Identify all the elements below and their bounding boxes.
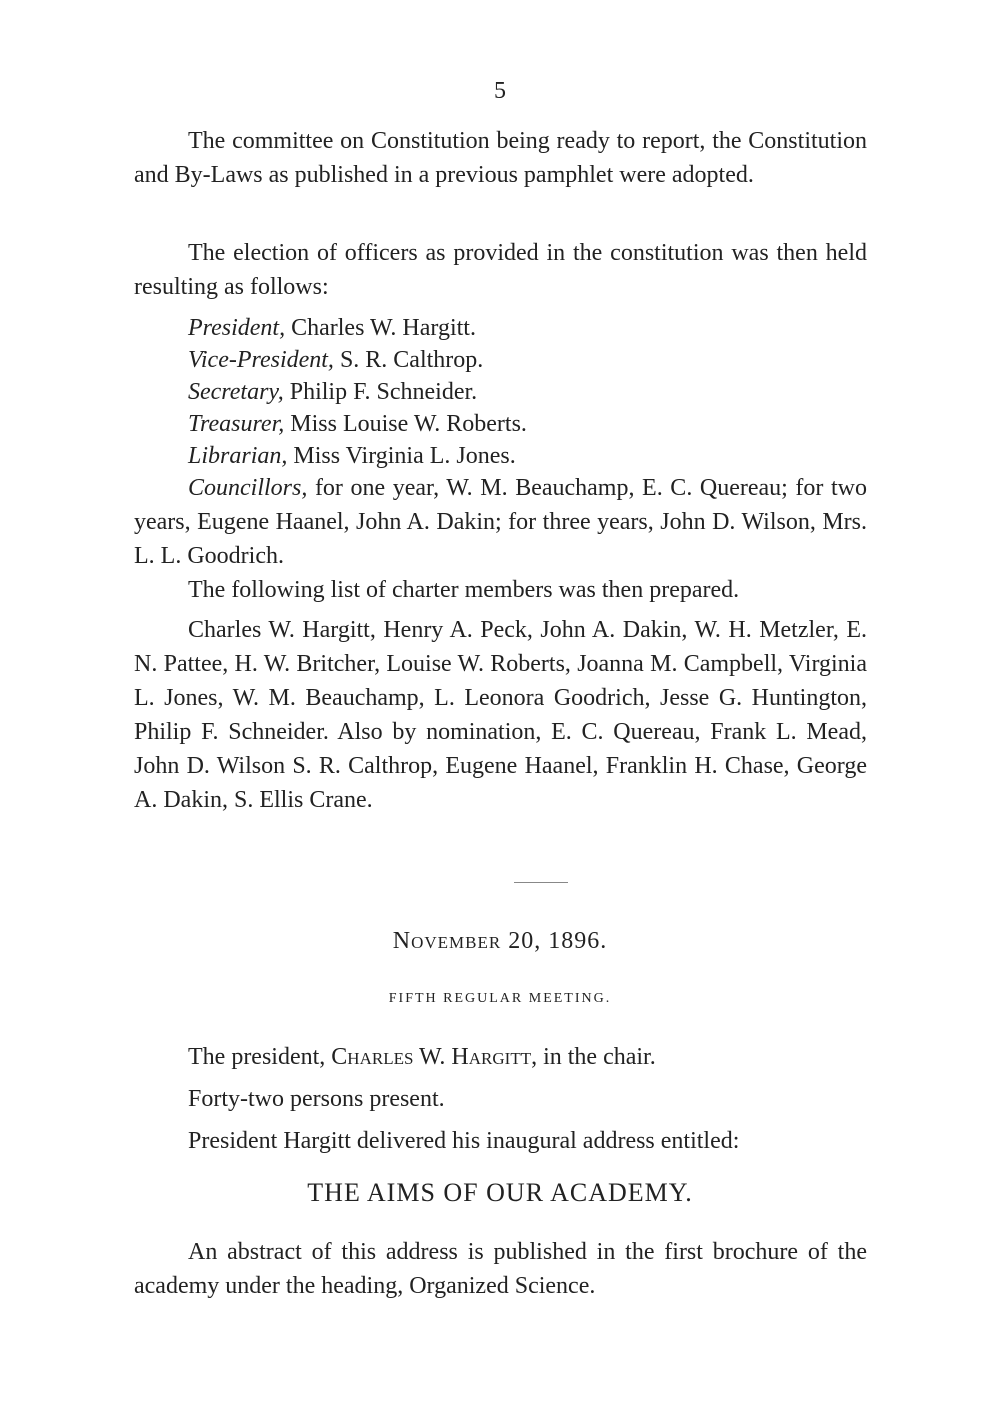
officer-treasurer	[188, 407, 527, 441]
chair-paragraph	[134, 1040, 867, 1074]
officer-secretary	[188, 375, 477, 409]
officer-president	[188, 311, 476, 345]
attendance-paragraph: Forty-two persons present.	[188, 1086, 445, 1112]
officer-role: Vice-President,	[188, 347, 334, 373]
officer-role: Secretary,	[188, 379, 284, 405]
address-title: THE AIMS OF OUR ACADEMY.	[307, 1178, 693, 1207]
officer-role: Treasurer,	[188, 411, 285, 437]
committee-paragraph: The committee on Constitution being ready to report, the Constitution and By-Laws as published in a previous pamphlet were adopted.	[134, 128, 867, 188]
abstract-paragraph: An abstract of this address is published in the first brochure of the academy under the heading, Organized Science.	[134, 1239, 867, 1299]
chair-suffix: in the chair.	[543, 1044, 656, 1070]
officer-name: Miss Louise W. Roberts.	[290, 411, 527, 437]
officer-name: Charles W. Hargitt.	[291, 315, 476, 341]
officer-librarian	[188, 439, 516, 473]
officer-name: S. R. Calthrop.	[339, 347, 484, 373]
address-intro: President Hargitt delivered his inaugural address entitled:	[188, 1128, 740, 1154]
meeting-label: FIFTH REGULAR MEETING.	[388, 991, 612, 1006]
councillors-paragraph	[134, 471, 867, 573]
officer-vice-president	[188, 343, 483, 377]
section-divider	[514, 882, 568, 883]
charter-members: Charles W. Hargitt, Henry A. Peck, John A. Dakin, W. H. Metzler, E. N. Pattee, H. W. Britcher, Louise W. Roberts, Joanna M. Campbell, Virginia L. Jones, W. M. Beauchamp, L. Leonora Goodrich, Jesse G. Huntington, Philip F. Schneider. Also by nomination, E. C. Quereau, Frank L. Mead, John D. Wilson S. R. Calthrop, Eugene Haanel, Franklin H. Chase, George A. Dakin, S. Ellis Crane.	[134, 617, 867, 813]
page-number: 5	[494, 78, 506, 104]
election-paragraph: The election of officers as provided in the constitution was then held resulting as follows:	[134, 240, 867, 300]
charter-intro: The following list of charter members was then prepared.	[188, 577, 740, 603]
meeting-date: November 20, 1896.	[392, 928, 608, 954]
officer-name: Miss Virginia L. Jones.	[293, 443, 516, 469]
officer-role: Librarian,	[188, 443, 288, 469]
officer-role: President,	[188, 315, 286, 341]
councillors-text: for one year, W. M. Beauchamp, E. C. Quereau; for two years, Eugene Haanel, John A. Dakin; for three years, John D. Wilson, Mrs. L. L. Goodrich.	[134, 475, 868, 569]
chair-prefix: The president,	[188, 1044, 326, 1070]
chair-name: Charles W. Hargitt,	[331, 1044, 538, 1070]
officer-name: Philip F. Schneider.	[289, 379, 478, 405]
councillors-role: Councillors,	[188, 475, 308, 501]
